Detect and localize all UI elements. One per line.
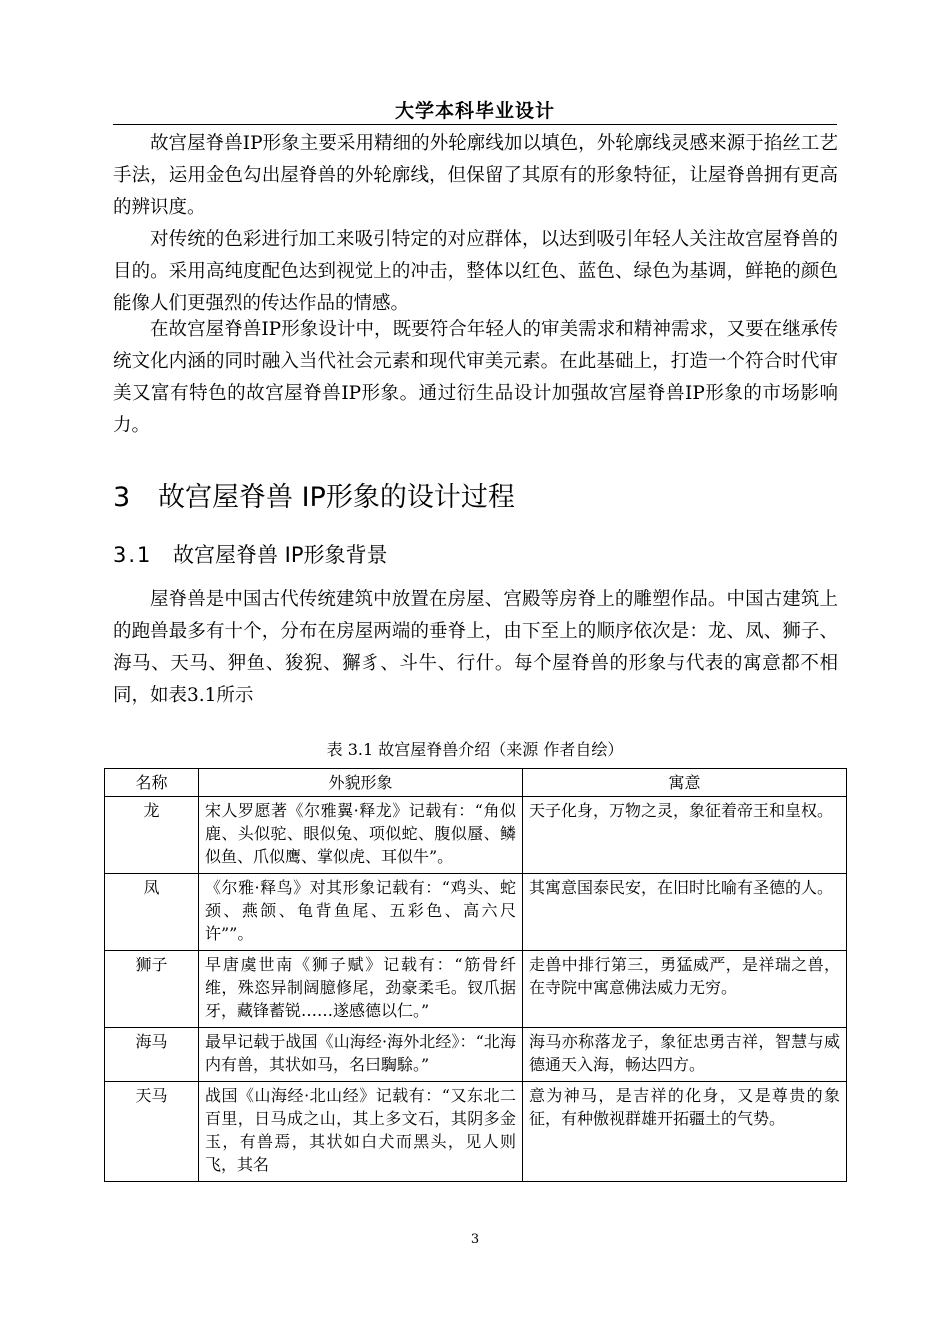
table-header-row [105, 769, 847, 797]
subsection-number: 3.1 [113, 543, 153, 567]
page-header-title: 大学本科毕业设计 [394, 100, 555, 122]
intro-paragraph-2: 对传统的色彩进行加工来吸引特定的对应群体，以达到吸引年轻人关注故宫屋脊兽的目的。采用高纯度配色达到视觉上的冲击，整体以红色、蓝色、绿色为基调，鲜艳的颜色能像人们更强烈的传达作品的情感。 [113, 229, 838, 314]
beast-name: 海马 [105, 1028, 199, 1082]
ridge-beast-table [104, 768, 847, 1182]
table-caption: 表 3.1 故宫屋脊兽介绍（来源 作者自绘） [326, 740, 624, 759]
table-row [105, 874, 847, 951]
table-row [105, 1082, 847, 1182]
subsection-title: 故宫屋脊兽 IP形象背景 [173, 543, 388, 567]
table-row [105, 797, 847, 874]
beast-appearance: 早唐虞世南《狮子赋》记载有：“筋骨纤维，殊恣异制阔臆修尾，劲豪柔毛。钗爪据牙，藏锋蓄锐……遂感德以仁。” [199, 951, 523, 1028]
intro-paragraph-3: 在故宫屋脊兽IP形象设计中，既要符合年轻人的审美需求和精神需求，又要在继承传统文化内涵的同时融入当代社会元素和现代审美元素。在此基础上，打造一个符合时代审美又富有特色的故宫屋脊兽IP形象。通过衍生品设计加强故宫屋脊兽IP形象的市场影响力。 [113, 319, 838, 436]
beast-name: 凤 [105, 874, 199, 951]
beast-name: 龙 [105, 797, 199, 874]
header-appearance: 外貌形象 [199, 769, 523, 797]
beast-meaning: 海马亦称落龙子，象征忠勇吉祥，智慧与威德通天入海，畅达四方。 [523, 1028, 847, 1082]
beast-appearance: 宋人罗愿著《尔雅翼·释龙》记载有：“角似鹿、头似驼、眼似兔、项似蛇、腹似蜃、鳞似鱼、爪似鹰、掌似虎、耳似牛”。 [199, 797, 523, 874]
section-title: 故宫屋脊兽 IP形象的设计过程 [158, 482, 515, 513]
beast-meaning: 其寓意国泰民安，在旧时比喻有圣德的人。 [523, 874, 847, 951]
beast-meaning: 意为神马，是吉祥的化身，又是尊贵的象征，有种傲视群雄开拓疆土的气势。 [523, 1082, 847, 1182]
beast-appearance: 《尔雅·释鸟》对其形象记载有：“鸡头、蛇颈、燕颌、龟背鱼尾、五彩色、高六尺许””。 [199, 874, 523, 951]
beast-meaning: 走兽中排行第三，勇猛威严，是祥瑞之兽，在寺院中寓意佛法威力无穷。 [523, 951, 847, 1028]
beast-appearance: 最早记载于战国《山海经·海外北经》：“北海内有兽，其状如马，名曰騊駼。” [199, 1028, 523, 1082]
header-name: 名称 [105, 769, 199, 797]
section-number: 3 [113, 482, 131, 513]
beast-name: 狮子 [105, 951, 199, 1028]
beast-appearance: 战国《山海经·北山经》记载有：“又东北二百里，日马成之山，其上多文石，其阴多金玉，有兽焉，其状如白犬而黑头，见人则飞，其名 [199, 1082, 523, 1182]
header-divider [113, 124, 837, 125]
header-meaning: 寓意 [523, 769, 847, 797]
table-row [105, 1028, 847, 1082]
beast-name: 天马 [105, 1082, 199, 1182]
page-number: 3 [470, 1232, 480, 1247]
background-paragraph: 屋脊兽是中国古代传统建筑中放置在房屋、宫殿等房脊上的雕塑作品。中国古建筑上的跑兽最多有十个，分布在房屋两端的垂脊上，由下至上的顺序依次是：龙、凤、狮子、海马、天马、狎鱼、狻猊、獬豸、斗牛、行什。每个屋脊兽的形象与代表的寓意都不相同，如表3.1所示 [113, 589, 838, 706]
subsection-heading [113, 538, 388, 572]
intro-paragraph-1: 故宫屋脊兽IP形象主要采用精细的外轮廓线加以填色，外轮廓线灵感来源于掐丝工艺手法，运用金色勾出屋脊兽的外轮廓线，但保留了其原有的形象特征，让屋脊兽拥有更高的辨识度。 [113, 133, 838, 218]
beast-meaning: 天子化身，万物之灵，象征着帝王和皇权。 [523, 797, 847, 874]
section-heading [113, 478, 515, 518]
table-row [105, 951, 847, 1028]
